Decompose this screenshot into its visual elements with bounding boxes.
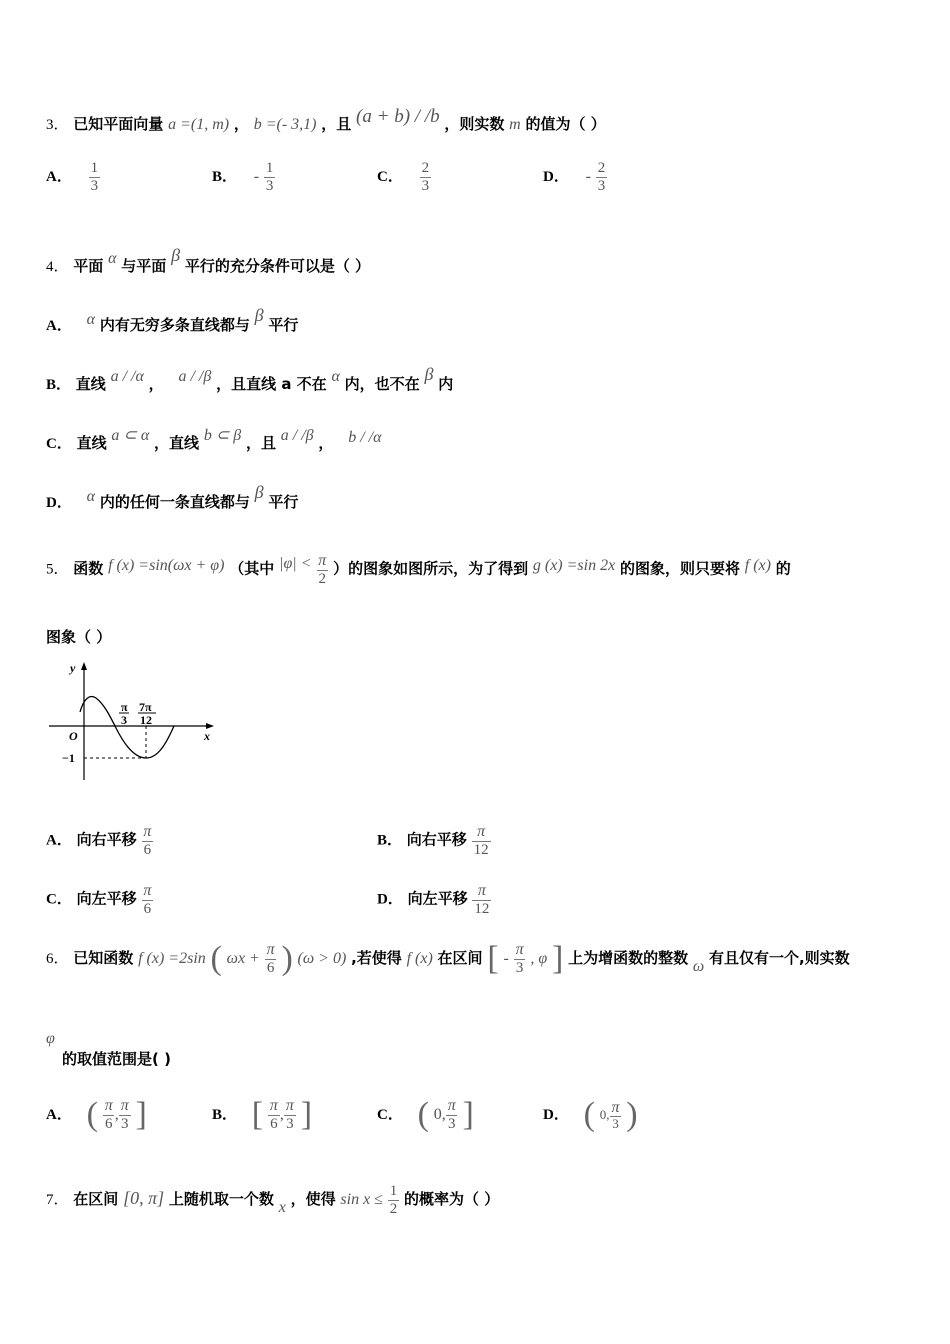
option-label: C． bbox=[377, 169, 403, 185]
question-text: 的概率为（ ） bbox=[404, 1190, 500, 1208]
left-bracket: [ bbox=[251, 1096, 264, 1133]
numerator: π bbox=[318, 552, 327, 569]
math-alpha: α bbox=[86, 488, 96, 505]
right-bracket: ] bbox=[462, 1096, 474, 1133]
option-b[interactable]: B． [ $\frac{\pi}{6}$ , $\frac{\pi}{3}$ ] bbox=[212, 1096, 313, 1133]
fraction bbox=[265, 941, 277, 976]
neg1-label: −1 bbox=[62, 751, 75, 765]
right-bracket: ] bbox=[135, 1096, 147, 1133]
question-text: ，使得 bbox=[290, 1190, 336, 1208]
question-7 bbox=[46, 1183, 499, 1217]
question-text: 函数 bbox=[73, 559, 104, 578]
question-text: 已知平面向量 bbox=[73, 115, 164, 133]
math-beta: β bbox=[254, 305, 264, 325]
question-3 bbox=[46, 106, 606, 135]
option-text: 向左平移 bbox=[407, 889, 468, 908]
math-expr: a / /β bbox=[178, 368, 212, 385]
option-label: B． bbox=[377, 832, 403, 849]
option-label: D． bbox=[543, 1107, 569, 1123]
fraction bbox=[264, 160, 276, 194]
denominator: 6 bbox=[143, 841, 152, 858]
numerator: π bbox=[477, 823, 486, 840]
option-c[interactable] bbox=[46, 427, 382, 453]
option-label: B． bbox=[212, 169, 238, 185]
math-function-f: f (x) bbox=[406, 950, 433, 967]
question-number: 4． bbox=[46, 259, 69, 275]
question-text: 上随机取一个数 bbox=[168, 1190, 274, 1208]
numerator: π bbox=[477, 882, 486, 899]
math-omega: ω bbox=[692, 958, 705, 975]
option-text: ，且直线 a 不在 bbox=[216, 375, 327, 393]
fraction bbox=[89, 160, 101, 194]
math-phi: , φ bbox=[530, 950, 548, 967]
math-phi: φ bbox=[46, 1030, 55, 1047]
right-paren: ) bbox=[626, 1096, 638, 1133]
option-text: 向左平移 bbox=[76, 889, 137, 908]
math-expr: ωx + bbox=[226, 950, 260, 967]
option-label: C． bbox=[46, 891, 72, 908]
fraction bbox=[141, 823, 153, 858]
option-label: C． bbox=[377, 1107, 403, 1123]
numerator: 2 bbox=[597, 160, 606, 176]
question-text: ，且 bbox=[321, 115, 352, 133]
left-paren: ( bbox=[583, 1096, 595, 1133]
question-6-continued bbox=[46, 1030, 171, 1068]
tick-7pi-numerator: 7π bbox=[139, 700, 152, 714]
math-vector-b: b =(- 3,1) bbox=[253, 116, 317, 133]
denominator: 2 bbox=[389, 1200, 398, 1217]
math-function-g: g (x) =sin 2x bbox=[532, 556, 616, 574]
right-bracket: ] bbox=[552, 940, 564, 977]
option-c[interactable] bbox=[377, 160, 431, 194]
math-phi-condition: |φ| < bbox=[279, 554, 312, 572]
math-condition: (ω > 0) bbox=[297, 950, 347, 967]
option-text: ，直线 bbox=[154, 434, 200, 452]
y-label: y bbox=[70, 661, 76, 675]
option-a[interactable] bbox=[46, 305, 299, 335]
question-number: 5． bbox=[46, 561, 69, 578]
question-text: ）的图象如图所示，为了得到 bbox=[333, 559, 529, 578]
math-alpha: α bbox=[86, 311, 96, 328]
math-parallel-condition: (a + b) / /b bbox=[356, 106, 440, 127]
denominator: 3 bbox=[421, 177, 430, 194]
option-text: ，且 bbox=[245, 434, 276, 452]
minus-sign: - bbox=[503, 950, 509, 967]
option-label: D． bbox=[377, 891, 403, 908]
option-label: A． bbox=[46, 318, 72, 334]
option-a[interactable] bbox=[46, 160, 100, 194]
option-d[interactable] bbox=[377, 882, 491, 917]
math-function-f: f (x) =sin(ωx + φ) bbox=[108, 556, 225, 574]
fraction bbox=[472, 823, 491, 858]
comma: ， bbox=[233, 115, 249, 133]
option-text: 内 bbox=[438, 375, 454, 393]
fraction: $\frac{\pi}{3}$ bbox=[611, 1098, 620, 1132]
option-text: 向右平移 bbox=[76, 830, 137, 849]
option-b[interactable] bbox=[377, 823, 491, 858]
fraction: $\frac{\pi}{6}$ bbox=[269, 1097, 278, 1133]
option-text: 平行 bbox=[268, 493, 299, 511]
numerator: π bbox=[515, 941, 524, 959]
denominator: 12 bbox=[474, 900, 490, 917]
question-text: 上为增函数的整数 bbox=[568, 949, 689, 967]
option-label: A． bbox=[46, 169, 72, 185]
fraction bbox=[388, 1183, 400, 1217]
question-6 bbox=[46, 940, 850, 978]
origin-label: O bbox=[69, 729, 78, 743]
question-4 bbox=[46, 245, 371, 276]
math-expr: sin x ≤ bbox=[340, 1191, 383, 1208]
fraction bbox=[514, 941, 526, 976]
question-text: 的图象，则只要将 bbox=[619, 559, 740, 578]
fraction bbox=[596, 160, 608, 194]
option-label: C． bbox=[46, 436, 72, 452]
tick-pi-numerator: π bbox=[121, 700, 128, 714]
denominator: 6 bbox=[266, 960, 275, 977]
fraction bbox=[420, 160, 432, 194]
math-beta: β bbox=[254, 482, 264, 502]
fraction bbox=[472, 882, 491, 917]
question-text: 的取值范围是( ) bbox=[62, 1050, 171, 1068]
question-text: 在区间 bbox=[73, 1190, 119, 1208]
denominator: 3 bbox=[597, 177, 606, 194]
option-text: 直线 bbox=[75, 375, 106, 393]
option-d[interactable] bbox=[543, 160, 607, 194]
option-a[interactable]: A． ( $\frac{\pi}{6}$ , $\frac{\pi}{3}$ ] bbox=[46, 1096, 147, 1133]
question-text: 图象（ ） bbox=[46, 628, 112, 646]
question-text: 有且仅有一个,则实数 bbox=[708, 949, 850, 967]
minus-sign: - bbox=[253, 168, 260, 185]
option-text: 内，也不在 bbox=[344, 375, 420, 393]
math-beta: β bbox=[171, 245, 181, 265]
math-alpha: α bbox=[108, 250, 117, 267]
option-text: 内有无穷多条直线都与 bbox=[99, 316, 250, 334]
option-b[interactable] bbox=[212, 160, 275, 194]
fraction bbox=[316, 552, 328, 587]
math-vector-a: a =(1, m) bbox=[168, 116, 230, 133]
comma: ， bbox=[318, 434, 334, 452]
question-text: （其中 bbox=[229, 559, 275, 578]
right-paren: ) bbox=[281, 940, 293, 977]
numerator: 1 bbox=[265, 160, 274, 176]
question-number: 6． bbox=[46, 951, 69, 967]
numerator: π bbox=[143, 882, 152, 899]
fraction: $\frac{\pi}{3}$ bbox=[120, 1097, 129, 1133]
math-x: x bbox=[278, 1199, 286, 1216]
left-paren: ( bbox=[86, 1096, 98, 1133]
option-a[interactable] bbox=[46, 823, 153, 858]
numerator: 2 bbox=[421, 160, 430, 176]
left-paren: ( bbox=[417, 1096, 429, 1133]
right-bracket: ] bbox=[300, 1096, 313, 1133]
option-b[interactable] bbox=[46, 364, 454, 394]
fraction: $\frac{\pi}{3}$ bbox=[285, 1097, 294, 1133]
option-text: 平行 bbox=[268, 316, 299, 334]
question-text: 的值为（ ） bbox=[525, 115, 606, 133]
sine-graph bbox=[44, 658, 224, 788]
numerator: π bbox=[266, 941, 275, 959]
math-beta: β bbox=[424, 364, 434, 384]
question-5 bbox=[46, 552, 791, 587]
question-text: 平行的充分条件可以是（ ） bbox=[184, 257, 371, 275]
question-text: 平面 bbox=[73, 257, 104, 275]
denominator: 12 bbox=[473, 841, 489, 858]
minus-sign: - bbox=[585, 168, 591, 185]
numerator: 1 bbox=[90, 160, 99, 176]
math-expr: b / /α bbox=[348, 429, 382, 446]
numerator: 1 bbox=[389, 1183, 398, 1199]
numerator: π bbox=[143, 823, 152, 840]
math-alpha: α bbox=[331, 368, 340, 385]
left-bracket: [ bbox=[487, 940, 499, 977]
x-label: x bbox=[204, 729, 210, 743]
math-function-f: f (x) =2sin bbox=[138, 950, 206, 967]
y-axis-arrow-icon bbox=[81, 662, 87, 670]
question-number: 3． bbox=[46, 117, 69, 133]
option-label: A． bbox=[46, 832, 72, 849]
option-label: B． bbox=[212, 1107, 238, 1123]
question-text: ，则实数 bbox=[444, 115, 505, 133]
fraction: $\frac{\pi}{3}$ bbox=[447, 1097, 456, 1133]
option-text: 内的任何一条直线都与 bbox=[99, 493, 250, 511]
option-label: D． bbox=[46, 495, 72, 511]
option-d[interactable]: D． ( 0, $\frac{\pi}{3}$ ) bbox=[543, 1096, 638, 1133]
question-text: 与平面 bbox=[121, 257, 167, 275]
tick-pi-denominator: 3 bbox=[121, 713, 127, 727]
question-5-continued bbox=[46, 626, 111, 647]
option-label: A． bbox=[46, 1107, 72, 1123]
option-label: B． bbox=[46, 377, 72, 393]
denominator: 3 bbox=[90, 177, 99, 194]
question-number: 7． bbox=[46, 1192, 69, 1208]
math-function-f: f (x) bbox=[744, 556, 771, 574]
denominator: 3 bbox=[515, 960, 524, 977]
question-text: ,若使得 bbox=[351, 949, 402, 967]
option-label: D． bbox=[543, 169, 569, 185]
left-paren: ( bbox=[210, 940, 222, 977]
option-d[interactable] bbox=[46, 482, 299, 512]
fraction: $\frac{\pi}{6}$ bbox=[104, 1097, 113, 1133]
option-c[interactable] bbox=[46, 882, 153, 917]
comma: ， bbox=[148, 375, 164, 393]
option-text: 向右平移 bbox=[406, 830, 467, 849]
option-text: 直线 bbox=[76, 434, 107, 452]
math-expr: a ⊂ α bbox=[111, 427, 150, 444]
denominator: 6 bbox=[143, 900, 152, 917]
option-c[interactable]: C． ( 0, $\frac{\pi}{3}$ ] bbox=[377, 1096, 474, 1133]
tick-7pi-denominator: 12 bbox=[140, 713, 152, 727]
math-m: m bbox=[509, 116, 521, 133]
denominator: 3 bbox=[265, 177, 274, 194]
denominator: 2 bbox=[318, 570, 327, 587]
fraction bbox=[141, 882, 153, 917]
math-expr: a / /β bbox=[280, 427, 314, 444]
math-interval: [0, π] bbox=[123, 1188, 165, 1208]
math-expr: b ⊂ β bbox=[203, 427, 242, 444]
question-text: 的 bbox=[775, 559, 791, 578]
question-text: 在区间 bbox=[437, 949, 483, 967]
math-expr: a / /α bbox=[110, 368, 144, 385]
question-text: 已知函数 bbox=[73, 949, 134, 967]
